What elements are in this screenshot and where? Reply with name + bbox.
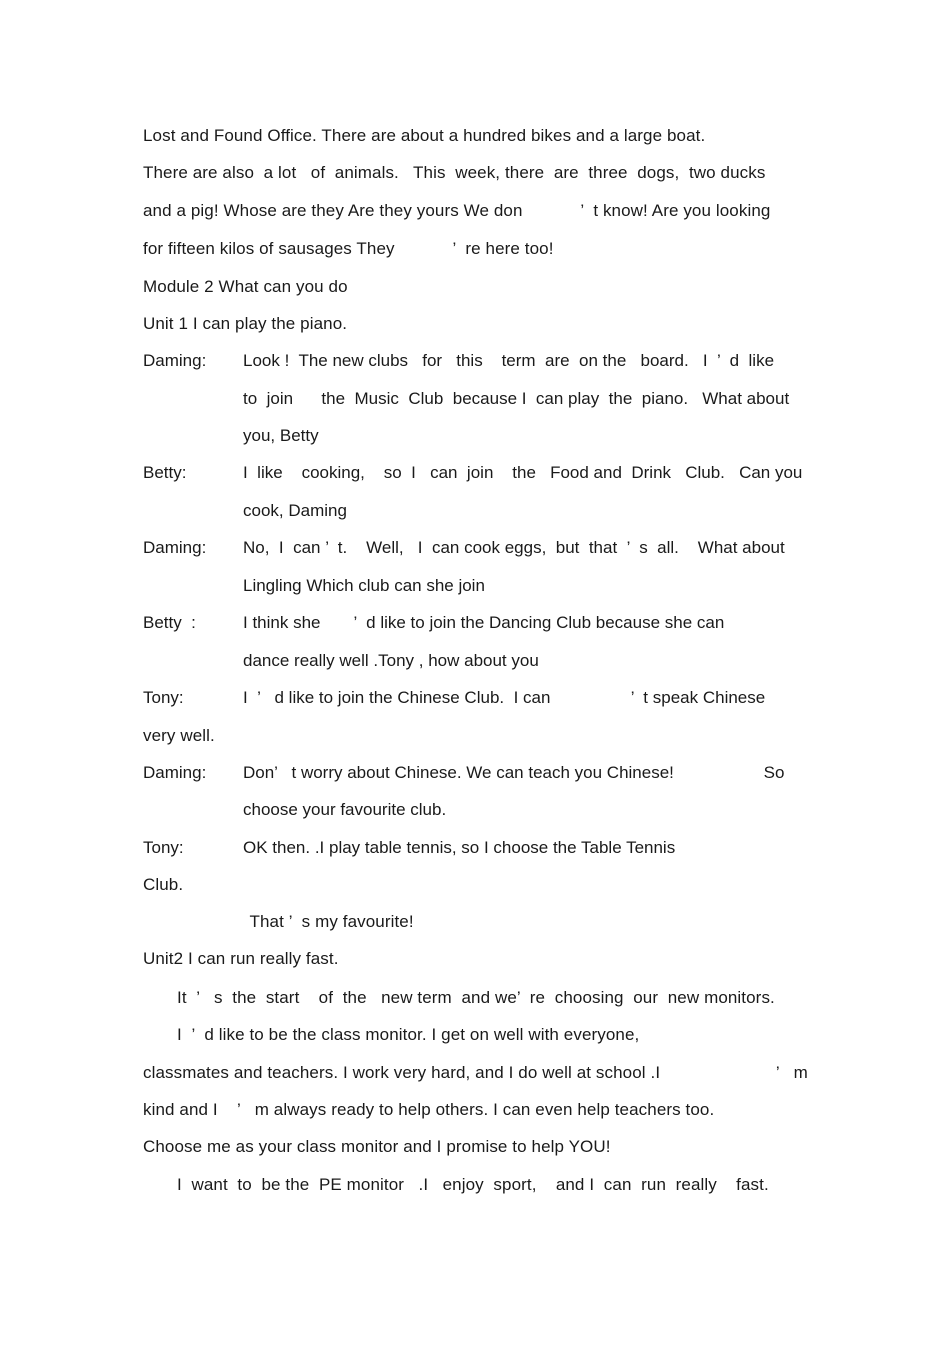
dialogue-line: I like cooking, so I can join the Food and Drink Club. Can you <box>243 463 803 482</box>
dialogue-line: choose your favourite club. <box>243 800 447 819</box>
text-line: I ’ d like to be the class monitor. I get on well with everyone, <box>177 1025 640 1044</box>
speaker-label: Tony: <box>143 688 184 707</box>
speaker-label: Betty : <box>143 613 196 632</box>
dialogue-line: No, I can ’ t. Well, I can cook eggs, but that ’ s all. What about <box>243 538 785 557</box>
text-line: classmates and teachers. I work very hard, and I do well at school .I ’ m <box>143 1063 808 1082</box>
dialogue-line: Look ! The new clubs for this term are on the board. I ’ d like <box>243 351 775 370</box>
speaker-label: Daming: <box>143 351 207 370</box>
dialogue-line: to join the Music Club because I can play the piano. What about <box>243 389 790 408</box>
text-line: Lost and Found Office. There are about a hundred bikes and a large boat. <box>143 126 706 145</box>
dialogue-line: cook, Daming <box>243 501 347 520</box>
text-line: I want to be the PE monitor .I enjoy sport, and I can run really fast. <box>177 1175 769 1194</box>
dialogue-line: Don’ t worry about Chinese. We can teach you Chinese! So <box>243 763 785 782</box>
dialogue-wrap-line: Club. <box>143 875 184 894</box>
dialogue-line: OK then. .I play table tennis, so I choose the Table Tennis <box>243 838 676 857</box>
unit-title: Unit2 I can run really fast. <box>143 949 339 968</box>
speaker-label: Betty: <box>143 463 187 482</box>
text-line: Choose me as your class monitor and I promise to help YOU! <box>143 1137 611 1156</box>
dialogue-line: I ’ d like to join the Chinese Club. I can ’ t speak Chinese <box>243 688 766 707</box>
dialogue-line: you, Betty <box>243 426 319 445</box>
speaker-label: Daming: <box>143 538 207 557</box>
unit-title: Unit 1 I can play the piano. <box>143 314 348 333</box>
text-line: kind and I ’ m always ready to help others. I can even help teachers too. <box>143 1100 715 1119</box>
speaker-label: Daming: <box>143 763 207 782</box>
dialogue-line: dance really well .Tony , how about you <box>243 651 539 670</box>
dialogue-wrap-line: very well. <box>143 726 215 745</box>
dialogue-line: I think she ’ d like to join the Dancing Club because she can <box>243 613 725 632</box>
text-line: for fifteen kilos of sausages They ’ re here too! <box>143 239 554 258</box>
dialogue-line: Lingling Which club can she join <box>243 576 485 595</box>
text-line: and a pig! Whose are they Are they yours We don ’ t know! Are you looking <box>143 201 771 220</box>
text-line: There are also a lot of animals. This week, there are three dogs, two ducks <box>143 163 766 182</box>
speaker-label: Tony: <box>143 838 184 857</box>
module-title: Module 2 What can you do <box>143 277 348 296</box>
dialogue-line: That ’ s my favourite! <box>245 912 414 931</box>
text-line: It ’ s the start of the new term and we’ re choosing our new monitors. <box>177 988 775 1007</box>
